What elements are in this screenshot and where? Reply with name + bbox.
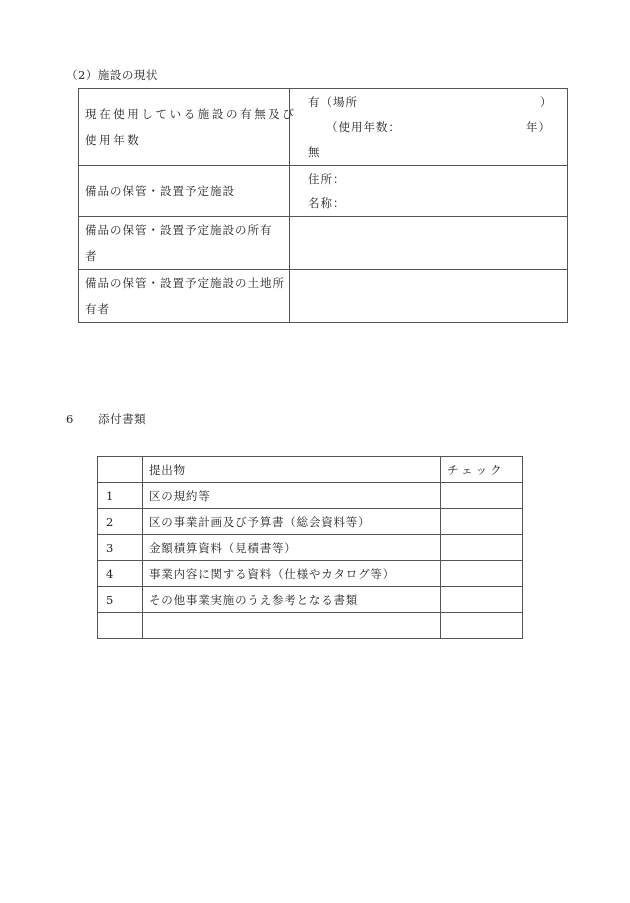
facility-status-table — [78, 88, 568, 323]
address-label: 住所： — [308, 172, 346, 186]
name-label: 名称： — [308, 196, 346, 210]
table-row — [79, 270, 568, 323]
table-row — [98, 561, 523, 587]
header-submission: 提出物 — [143, 457, 441, 483]
check-cell[interactable] — [441, 483, 523, 509]
table-row — [79, 89, 568, 166]
section-heading-facility-status: （2）施設の現状 — [66, 68, 158, 82]
table-row — [98, 613, 523, 639]
row-number: 5 — [98, 587, 143, 613]
table-row — [98, 483, 523, 509]
row-number: 2 — [98, 509, 143, 535]
row-label-land-owner — [79, 270, 290, 323]
header-number — [98, 457, 143, 483]
header-check: チェック — [441, 457, 523, 483]
current-facility-field[interactable] — [290, 89, 568, 166]
row-number[interactable] — [98, 613, 143, 639]
section-title: 添付書類 — [98, 412, 147, 426]
section-number: 6 — [66, 412, 74, 426]
row-item[interactable] — [143, 613, 441, 639]
check-cell[interactable] — [441, 561, 523, 587]
row-label-planned-facility: 備品の保管・設置予定施設 — [79, 166, 290, 217]
row-item: 区の事業計画及び予算書（総会資料等） — [143, 509, 441, 535]
land-owner-field[interactable] — [290, 270, 568, 323]
table-row — [79, 166, 568, 217]
planned-facility-field[interactable] — [290, 166, 568, 217]
years-unit: 年） — [526, 119, 551, 134]
row-item: 金額積算資料（見積書等） — [143, 535, 441, 561]
row-label-facility-owner: 備品の保管・設置予定施設の所有者 — [79, 217, 290, 270]
row-item: 事業内容に関する資料（仕様やカタログ等） — [143, 561, 441, 587]
label-text: 有者 — [85, 302, 110, 316]
table-row — [98, 509, 523, 535]
label-text: 現在使用している施設の有無及び — [85, 107, 297, 121]
check-cell[interactable] — [441, 613, 523, 639]
facility-owner-field[interactable] — [290, 217, 568, 270]
close-paren: ） — [540, 94, 553, 109]
option-yes-location — [308, 90, 561, 115]
option-no-label: 無 — [308, 144, 321, 159]
years-used-line — [308, 115, 561, 140]
row-item: その他事業実施のうえ参考となる書類 — [143, 587, 441, 613]
row-number: 4 — [98, 561, 143, 587]
table-row — [79, 217, 568, 270]
check-cell[interactable] — [441, 587, 523, 613]
table-row — [98, 587, 523, 613]
row-number: 3 — [98, 535, 143, 561]
attachments-table — [97, 456, 523, 639]
years-used-label: （使用年数： — [326, 119, 401, 134]
table-row — [98, 535, 523, 561]
check-cell[interactable] — [441, 509, 523, 535]
label-text: 使用年数 — [85, 133, 142, 147]
section-heading-attachments — [66, 411, 146, 427]
row-item: 区の規約等 — [143, 483, 441, 509]
option-yes-label: 有（場所 — [308, 94, 358, 109]
check-cell[interactable] — [441, 535, 523, 561]
row-number: 1 — [98, 483, 143, 509]
row-label-current-facility — [79, 89, 297, 166]
label-text: 備品の保管・設置予定施設の土地所 — [85, 276, 285, 290]
table-header-row — [98, 457, 523, 483]
